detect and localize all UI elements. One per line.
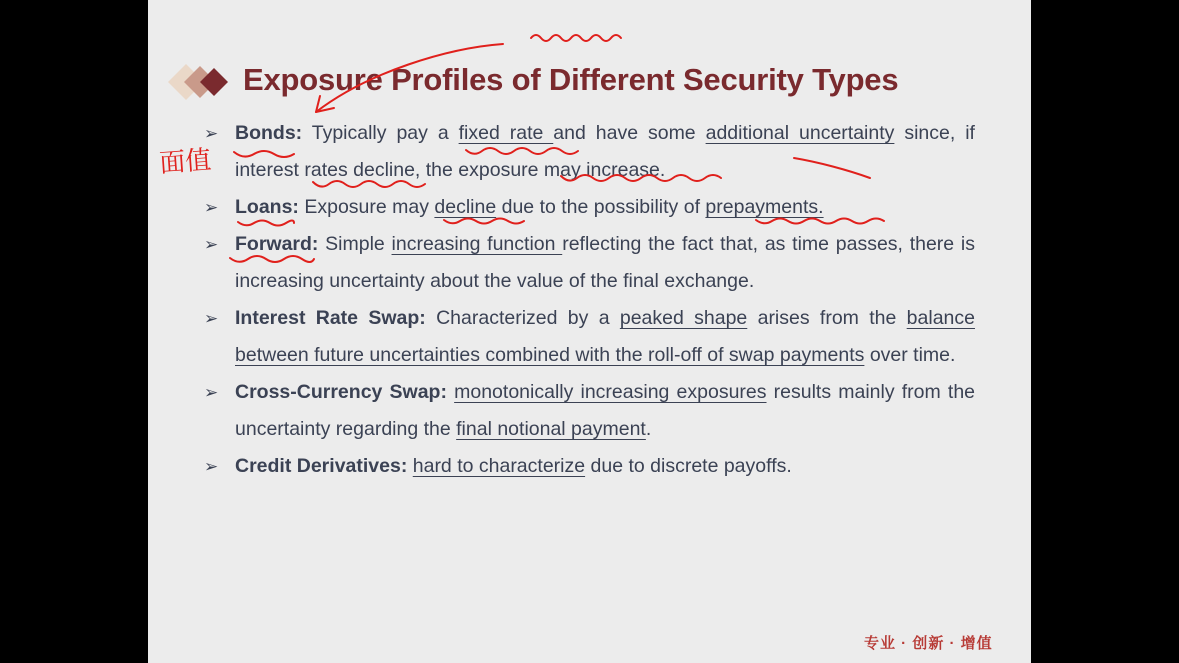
ink-squiggle-top (531, 35, 621, 41)
bullet-text: Exposure may (298, 196, 435, 218)
bullet-arrow-icon: ➢ (204, 457, 219, 476)
underlined-phrase: prepayments. (705, 196, 824, 218)
underlined-phrase: balance between future uncertainties combined with the roll-off of swap payments (235, 307, 975, 366)
bullet-arrow-icon: ➢ (204, 383, 219, 402)
bullet-text: arises from the (747, 307, 907, 329)
slide (148, 0, 1031, 663)
bullet-text: . (645, 418, 652, 440)
bullet-text: due to the possibility of (496, 196, 706, 218)
bullet-text: results mainly from the uncertainty regarding the (235, 381, 976, 440)
bullet-item (198, 226, 975, 300)
bullet-term: Credit Derivatives: (235, 455, 408, 477)
bullet-arrow-icon: ➢ (204, 198, 219, 217)
ink-note: 面值 (158, 145, 213, 179)
bullet-arrow-icon: ➢ (204, 309, 219, 328)
bullet-item (198, 448, 975, 485)
bullet-term: Forward: (235, 233, 319, 255)
bullet-text: since, if interest rates decline, the exposure may increase. (235, 122, 975, 181)
bullet-text: Simple (318, 233, 392, 255)
underlined-phrase: additional uncertainty (705, 122, 895, 144)
bullet-text: Characterized by a (425, 307, 620, 329)
bullet-text: reflecting the fact that, as time passes, there is increasing uncertainty about the value of the final exchange. (235, 233, 975, 292)
bullet-item (198, 115, 975, 189)
bullet-item (198, 189, 975, 226)
underlined-phrase: increasing function (391, 233, 563, 255)
underlined-phrase: decline (434, 196, 497, 218)
bullet-term: Loans: (235, 196, 299, 218)
bullet-text: due to discrete payoffs. (585, 455, 792, 477)
underlined-phrase: peaked shape (619, 307, 748, 329)
bullet-text: Typically pay a (302, 122, 459, 144)
bullet-item (198, 374, 975, 448)
bullet-text: and have some (553, 122, 706, 144)
bullet-term: Interest Rate Swap: (235, 307, 426, 329)
bullet-text: over time. (864, 344, 956, 366)
underlined-phrase: monotonically increasing exposures (454, 381, 767, 403)
bullet-arrow-icon: ➢ (204, 124, 219, 143)
bullet-list (198, 115, 975, 485)
bullet-item (198, 300, 975, 374)
underlined-phrase: fixed rate (458, 122, 554, 144)
ink-arrowhead (316, 96, 334, 112)
footer-slogan: 专业 · 创新 · 增值 (864, 635, 993, 652)
bullet-term: Bonds: (235, 122, 303, 144)
underlined-phrase: hard to characterize (412, 455, 586, 477)
bullet-arrow-icon: ➢ (204, 235, 219, 254)
slide-title: Exposure Profiles of Different Security Types (243, 62, 899, 97)
title-diamond-icon (164, 58, 230, 106)
bullet-term: Cross-Currency Swap: (235, 381, 447, 403)
underlined-phrase: final notional payment (456, 418, 646, 440)
